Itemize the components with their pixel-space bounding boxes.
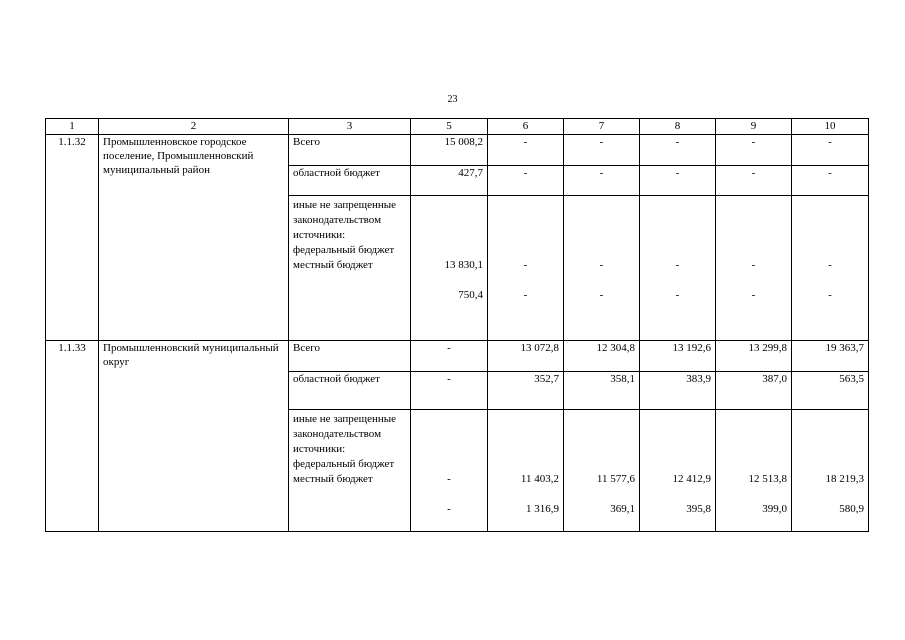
other-sources-label: иные не запрещенные законодательством источники: bbox=[293, 413, 397, 455]
page-number: 23 bbox=[447, 94, 458, 105]
value-cell: 352,7 bbox=[488, 372, 564, 410]
value-cell: 387,0 bbox=[716, 372, 792, 410]
funding-label: местный бюджет bbox=[293, 473, 373, 485]
value-cell: 18 219,3 580,9 bbox=[792, 410, 869, 532]
column-header: 7 bbox=[564, 119, 640, 135]
value-cell: - - bbox=[792, 196, 869, 341]
column-header: 2 bbox=[99, 119, 289, 135]
value-cell: 383,9 bbox=[640, 372, 716, 410]
municipality-name: Промышленновский муниципальный округ bbox=[99, 341, 289, 532]
value-cell: 427,7 bbox=[411, 166, 488, 196]
funding-label: областной бюджет bbox=[289, 166, 411, 196]
value-cell: 12 304,8 bbox=[564, 341, 640, 372]
value-cell: - - bbox=[488, 196, 564, 341]
column-header: 1 bbox=[46, 119, 99, 135]
row-code: 1.1.33 bbox=[46, 341, 99, 532]
value-cell: - - bbox=[640, 196, 716, 341]
value-cell: - bbox=[792, 166, 869, 196]
column-header: 10 bbox=[792, 119, 869, 135]
funding-label: областной бюджет bbox=[289, 372, 411, 410]
value-cell: - bbox=[411, 372, 488, 410]
funding-label: Всего bbox=[289, 135, 411, 166]
value-cell: 12 513,8 399,0 bbox=[716, 410, 792, 532]
row-code: 1.1.32 bbox=[46, 135, 99, 341]
funding-sources-cell bbox=[289, 410, 411, 532]
column-header: 3 bbox=[289, 119, 411, 135]
value-cell: 13 830,1 750,4 bbox=[411, 196, 488, 341]
value-cell: - bbox=[488, 135, 564, 166]
value-cell: - bbox=[716, 166, 792, 196]
table-row bbox=[46, 135, 869, 166]
value-cell: 13 072,8 bbox=[488, 341, 564, 372]
value-cell: 13 299,8 bbox=[716, 341, 792, 372]
value-cell: - bbox=[564, 166, 640, 196]
other-sources-label: иные не запрещенные законодательством источники: bbox=[293, 199, 397, 241]
funding-label: федеральный бюджет bbox=[293, 244, 395, 256]
budget-table bbox=[45, 118, 869, 532]
value-cell: 12 412,9 395,8 bbox=[640, 410, 716, 532]
value-cell: 13 192,6 bbox=[640, 341, 716, 372]
value-cell: 563,5 bbox=[792, 372, 869, 410]
funding-label: Всего bbox=[289, 341, 411, 372]
column-header: 5 bbox=[411, 119, 488, 135]
value-cell: 11 403,2 1 316,9 bbox=[488, 410, 564, 532]
value-cell: 15 008,2 bbox=[411, 135, 488, 166]
municipality-name: Промышленновское городское поселение, Промышленновский муниципальный район bbox=[99, 135, 289, 341]
value-cell: - - bbox=[411, 410, 488, 532]
value-cell: - bbox=[792, 135, 869, 166]
value-cell: - - bbox=[564, 196, 640, 341]
table-row bbox=[46, 341, 869, 372]
value-cell: 358,1 bbox=[564, 372, 640, 410]
value-cell: 19 363,7 bbox=[792, 341, 869, 372]
funding-label: местный бюджет bbox=[293, 259, 373, 271]
value-cell: - - bbox=[716, 196, 792, 341]
column-header: 6 bbox=[488, 119, 564, 135]
value-cell: - bbox=[564, 135, 640, 166]
table-header-row bbox=[46, 119, 869, 135]
value-cell: - bbox=[411, 341, 488, 372]
value-cell: - bbox=[488, 166, 564, 196]
funding-label: федеральный бюджет bbox=[293, 458, 395, 470]
column-header: 9 bbox=[716, 119, 792, 135]
column-header: 8 bbox=[640, 119, 716, 135]
value-cell: - bbox=[640, 135, 716, 166]
value-cell: 11 577,6 369,1 bbox=[564, 410, 640, 532]
value-cell: - bbox=[640, 166, 716, 196]
funding-sources-cell bbox=[289, 196, 411, 341]
value-cell: - bbox=[716, 135, 792, 166]
